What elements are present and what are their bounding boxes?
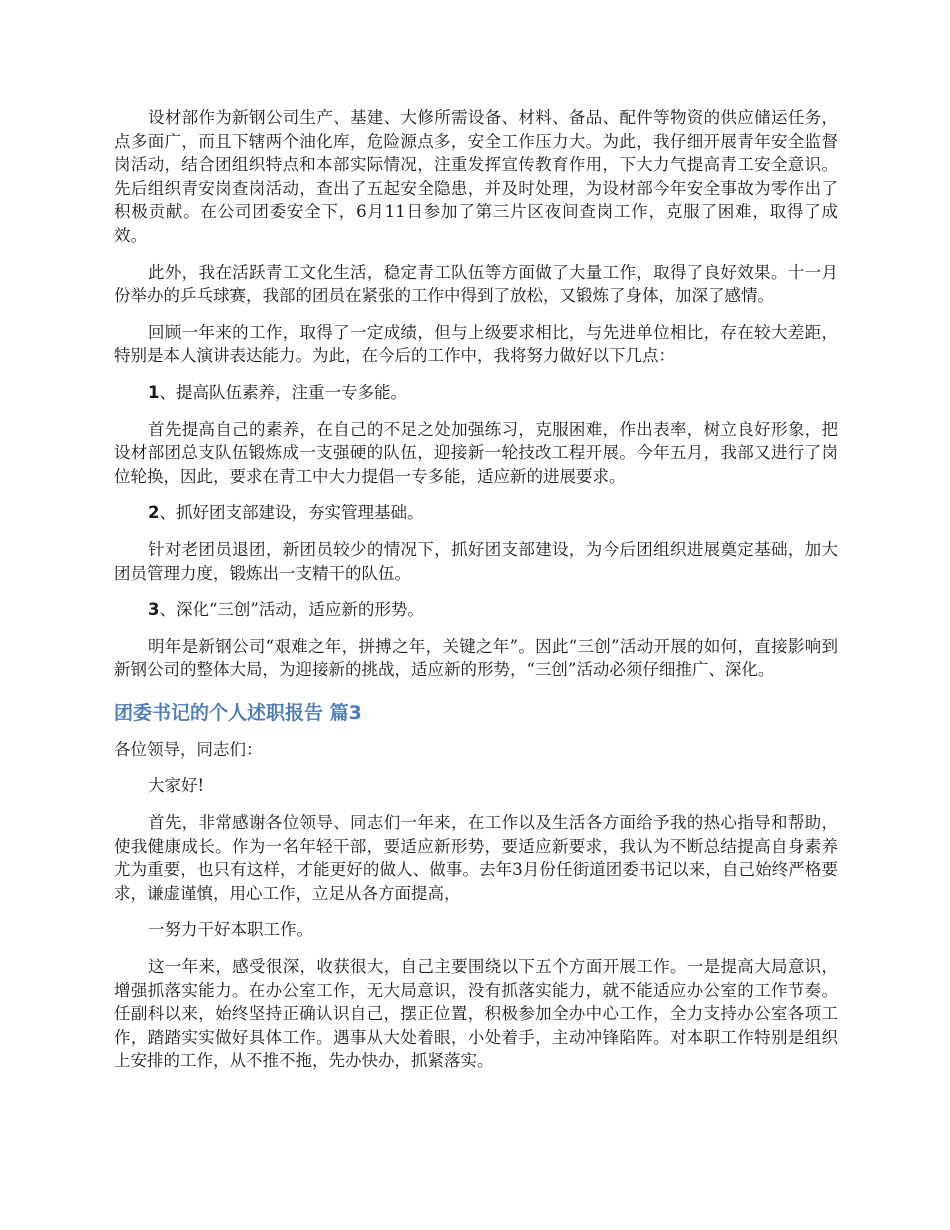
list-number-2: 2: [148, 503, 160, 523]
list-item-3: [114, 598, 838, 622]
list-text-1: 、提高队伍素养，注重一专多能。: [159, 382, 407, 402]
section-heading: 团委书记的个人述职报告 篇3: [114, 701, 362, 724]
paragraph-thanks: 首先，非常感谢各位领导、同志们一年来，在工作以及生活各方面给予我的热心指导和帮助，使我健康成长。作为一名年轻干部，要适应新形势，要适应新要求，我认为不断总结提高自身素养尤为重要，也只有这样，才能更好的做人、做事。去年3月份任街道团委书记以来，自己始终严格要求，谦虚谨慎，用心工作，立足从各方面提高，: [114, 813, 838, 903]
paragraph-duty: 一努力干好本职工作。: [148, 920, 313, 940]
paragraph-work-areas: 这一年来，感受很深，收获很大，自己主要围绕以下五个方面开展工作。一是提高大局意识，增强抓落实能力。在办公室工作，无大局意识，没有抓落实能力，就不能适应办公室的工作节奏。任副科以来，始终坚持正确认识自己，摆正位置，积极参加全办中心工作，全力支持办公室各项工作，踏踏实实做好具体工作。遇事从大处着眼，小处着手，主动冲锋陷阵。对本职工作特别是组织上安排的工作，从不推不拖，先办快办，抓紧落实。: [114, 957, 838, 1071]
paragraph-next-year: 明年是新钢公司“艰难之年，拼搏之年，关键之年”。因此“三创”活动开展的如何，直接影响到新钢公司的整体大局，为迎接新的挑战，适应新的形势，“三创”活动必须仔细推广、深化。: [114, 636, 838, 680]
greeting: 大家好!: [148, 776, 205, 796]
list-text-2: 、抓好团支部建设，夯实管理基础。: [159, 503, 424, 523]
paragraph-review: 回顾一年来的工作，取得了一定成绩，但与上级要求相比，与先进单位相比，存在较大差距，特别是本人演讲表达能力。为此，在今后的工作中，我将努力做好以下几点：: [114, 322, 838, 366]
list-item-1: [114, 381, 838, 405]
paragraph-culture: 此外，我在活跃青工文化生活，稳定青工队伍等方面做了大量工作，取得了良好效果。十一月份举办的乒乓球赛，我部的团员在紧张的工作中得到了放松，又锻炼了身体，加深了感情。: [114, 262, 838, 306]
paragraph-quality: 首先提高自己的素养，在自己的不足之处加强练习，克服困难，作出表率，树立良好形象，把设材部团总支队伍锻炼成一支强硬的队伍，迎接新一轮技改工程开展。今年五月，我部又进行了岗位轮换，因此，要求在青工中大力提倡一专多能，适应新的进展要求。: [114, 419, 838, 486]
salutation: 各位领导，同志们：: [114, 739, 263, 759]
list-text-3: 、深化“三创”活动，适应新的形势。: [159, 600, 424, 620]
paragraph-branch: 针对老团员退团，新团员较少的情况下，抓好团支部建设，为今后团组织进展奠定基础，加大团员管理力度，锻炼出一支精干的队伍。: [114, 539, 838, 583]
document-page: [114, 106, 838, 1073]
list-item-2: [114, 501, 838, 525]
list-number-3: 3: [148, 600, 160, 620]
list-number-1: 1: [148, 382, 160, 402]
paragraph-safety: 设材部作为新钢公司生产、基建、大修所需设备、材料、备品、配件等物资的供应储运任务，点多面广，而且下辖两个油化库，危险源点多，安全工作压力大。为此，我仔细开展青年安全监督岗活动，结合团组织特点和本部实际情况，注重发挥宣传教育作用，下大力气提高青工安全意识。先后组织青安岗查岗活动，查出了五起安全隐患，并及时处理，为设材部今年安全事故为零作出了积极贡献。在公司团委安全下，6月11日参加了第三片区夜间查岗工作，克服了困难，取得了成效。: [114, 108, 838, 245]
